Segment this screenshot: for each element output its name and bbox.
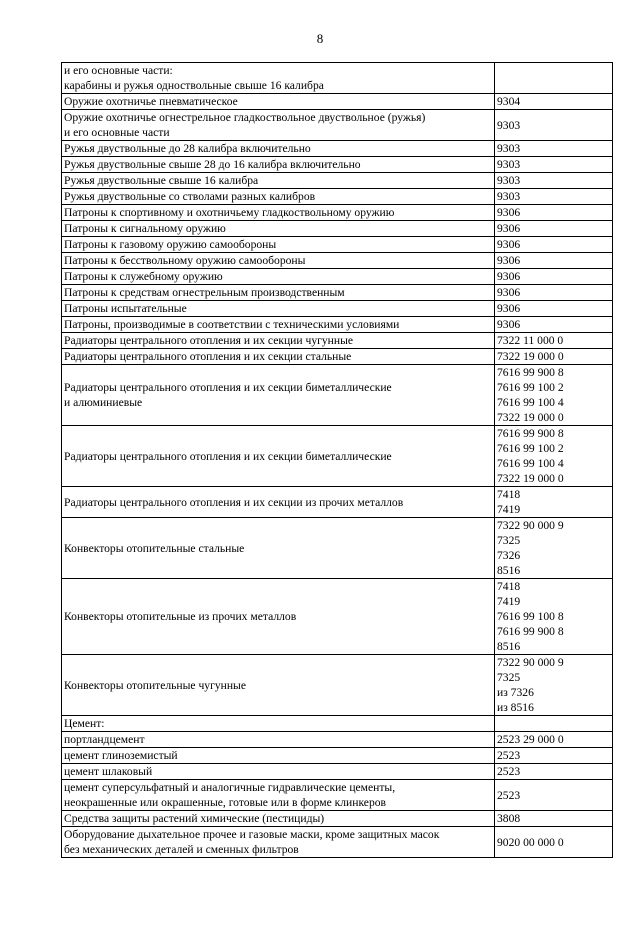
- tn-ved-code: 7322 90 000 9: [497, 519, 564, 532]
- product-name-line: без механических деталей и сменных фильтров: [64, 843, 299, 856]
- table-row: [62, 301, 613, 317]
- tn-ved-code: 9306: [497, 222, 521, 235]
- tn-ved-code: 3808: [497, 812, 521, 825]
- table-row: [62, 173, 613, 189]
- tn-ved-code-cell: [495, 426, 613, 487]
- product-name-line: Патроны к газовому оружию самообороны: [64, 238, 277, 251]
- table-row: [62, 269, 613, 285]
- product-name-cell: [62, 748, 495, 764]
- tn-ved-code-cell: [495, 579, 613, 655]
- table-row: [62, 317, 613, 333]
- product-name-cell: [62, 426, 495, 487]
- product-name-line: Оружие охотничье огнестрельное гладкоствольное двуствольное (ружья): [64, 111, 426, 124]
- tn-ved-code-cell: [495, 141, 613, 157]
- product-name-line: Ружья двуствольные свыше 28 до 16 калибра включительно: [64, 158, 361, 171]
- product-name-cell: [62, 349, 495, 365]
- tn-ved-code: 7325: [497, 671, 521, 684]
- tn-ved-code: 9303: [497, 190, 521, 203]
- table-row: [62, 655, 613, 716]
- product-name-cell: [62, 237, 495, 253]
- tn-ved-code-cell: [495, 655, 613, 716]
- tn-ved-code: 7419: [497, 503, 521, 516]
- tn-ved-code-cell: [495, 333, 613, 349]
- product-name-cell: [62, 141, 495, 157]
- table-row: [62, 732, 613, 748]
- tn-ved-code: 7322 90 000 9: [497, 656, 564, 669]
- product-name-line: цемент суперсульфатный и аналогичные гидравлические цементы,: [64, 781, 396, 794]
- product-name-cell: [62, 269, 495, 285]
- product-name-line: цемент глиноземистый: [64, 749, 178, 762]
- tn-ved-code: 9306: [497, 206, 521, 219]
- tn-ved-code: 7418: [497, 488, 521, 501]
- tn-ved-code: 9303: [497, 158, 521, 171]
- product-name-line: Ружья двуствольные со стволами разных калибров: [64, 190, 316, 203]
- table-row: [62, 141, 613, 157]
- product-name-cell: [62, 157, 495, 173]
- product-name-line: Ружья двуствольные до 28 калибра включительно: [64, 142, 311, 155]
- tn-ved-code-cell: [495, 780, 613, 811]
- product-name-line: Конвекторы отопительные чугунные: [64, 678, 246, 692]
- tn-ved-code: 7616 99 100 2: [497, 381, 564, 394]
- table-row: [62, 157, 613, 173]
- tn-ved-code: 7326: [497, 549, 521, 562]
- table-row: [62, 518, 613, 579]
- tn-ved-code: 9306: [497, 254, 521, 267]
- tn-ved-code-cell: [495, 173, 613, 189]
- tn-ved-code: 7616 99 100 2: [497, 442, 564, 455]
- table-row: [62, 365, 613, 426]
- product-name-line: Патроны к средствам огнестрельным производственным: [64, 286, 345, 299]
- tn-ved-code-cell: [495, 63, 613, 94]
- product-name-line: Конвекторы отопительные из прочих металлов: [64, 610, 297, 623]
- product-name-cell: [62, 780, 495, 811]
- tn-ved-code: 2523: [497, 765, 521, 778]
- tn-ved-code: 7616 99 100 4: [497, 396, 564, 409]
- tn-ved-code-cell: [495, 827, 613, 858]
- tn-ved-code-cell: [495, 94, 613, 110]
- product-name-cell: [62, 301, 495, 317]
- tn-ved-code: 9306: [497, 318, 521, 331]
- product-name-cell: [62, 317, 495, 333]
- table-row: [62, 579, 613, 655]
- tn-ved-code-cell: [495, 716, 613, 732]
- table-row: [62, 748, 613, 764]
- table-row: [62, 426, 613, 487]
- tn-ved-code: 2523: [497, 788, 521, 802]
- table-row: [62, 237, 613, 253]
- table-row: [62, 716, 613, 732]
- product-name-line: Радиаторы центрального отопления и их секции чугунные: [64, 334, 354, 347]
- tn-ved-code: 9304: [497, 95, 521, 108]
- table-row: [62, 764, 613, 780]
- product-name-cell: [62, 205, 495, 221]
- tn-ved-code: 9020 00 000 0: [497, 835, 564, 849]
- product-name-cell: [62, 189, 495, 205]
- tn-ved-code: из 8516: [497, 701, 534, 714]
- tn-ved-code-cell: [495, 748, 613, 764]
- product-name-cell: [62, 63, 495, 94]
- tn-ved-code-cell: [495, 518, 613, 579]
- tn-ved-code: 7325: [497, 534, 521, 547]
- tn-ved-code-cell: [495, 732, 613, 748]
- product-name-line: неокрашенные или окрашенные, готовые или в форме клинкеров: [64, 796, 387, 809]
- product-name-line: и его основные части: [64, 126, 170, 139]
- table-row: [62, 811, 613, 827]
- product-name-cell: [62, 94, 495, 110]
- tn-ved-code-cell: [495, 811, 613, 827]
- tn-ved-code: 8516: [497, 640, 521, 653]
- product-name-line: карабины и ружья одноствольные свыше 16 калибра: [64, 79, 324, 92]
- product-name-line: Ружья двуствольные свыше 16 калибра: [64, 174, 259, 187]
- tn-ved-code-cell: [495, 110, 613, 141]
- product-name-cell: [62, 253, 495, 269]
- table-row: [62, 94, 613, 110]
- tn-ved-code: 7322 19 000 0: [497, 350, 564, 363]
- tn-ved-code-cell: [495, 157, 613, 173]
- table-row: [62, 349, 613, 365]
- tn-ved-code-cell: [495, 349, 613, 365]
- table-row: [62, 827, 613, 858]
- table-body: [62, 63, 613, 858]
- product-name-line: Патроны к бесствольному оружию самообороны: [64, 254, 306, 267]
- tn-ved-code: [497, 716, 610, 731]
- tn-ved-code: 9306: [497, 238, 521, 251]
- table-row: [62, 205, 613, 221]
- product-name-line: Радиаторы центрального отопления и их секции биметаллические: [64, 381, 392, 394]
- tn-ved-code: 9303: [497, 142, 521, 155]
- tn-ved-code: 7418: [497, 580, 521, 593]
- product-name-cell: [62, 811, 495, 827]
- tn-ved-code-cell: [495, 269, 613, 285]
- table-row: [62, 253, 613, 269]
- table-row: [62, 285, 613, 301]
- product-name-cell: [62, 487, 495, 518]
- product-name-line: портландцемент: [64, 733, 145, 746]
- tn-ved-code: из 7326: [497, 686, 534, 699]
- product-name-line: Патроны, производимые в соответствии с техническими условиями: [64, 318, 400, 331]
- tn-ved-code-cell: [495, 237, 613, 253]
- product-name-line: и алюминиевые: [64, 396, 143, 409]
- tn-ved-code: 7616 99 100 4: [497, 457, 564, 470]
- tn-ved-code-cell: [495, 189, 613, 205]
- product-name-line: цемент шлаковый: [64, 765, 153, 778]
- tn-ved-code-cell: [495, 205, 613, 221]
- product-name-cell: [62, 655, 495, 716]
- product-name-cell: [62, 110, 495, 141]
- product-name-cell: [62, 579, 495, 655]
- product-name-line: Радиаторы центрального отопления и их секции стальные: [64, 350, 352, 363]
- tn-ved-code-cell: [495, 285, 613, 301]
- product-name-line: Патроны к сигнальному оружию: [64, 222, 226, 235]
- product-name-line: Патроны испытательные: [64, 302, 187, 315]
- classification-table: [61, 62, 613, 858]
- tn-ved-code: 9306: [497, 302, 521, 315]
- product-name-line: Радиаторы центрального отопления и их секции биметаллические: [64, 449, 392, 463]
- tn-ved-code: 7322 19 000 0: [497, 472, 564, 485]
- product-name-line: Патроны к спортивному и охотничьему гладкоствольному оружию: [64, 206, 395, 219]
- tn-ved-code: 9306: [497, 270, 521, 283]
- tn-ved-code: 9306: [497, 286, 521, 299]
- product-name-line: и его основные части:: [64, 64, 173, 77]
- tn-ved-code-cell: [495, 317, 613, 333]
- tn-ved-code: 7616 99 100 8: [497, 610, 564, 623]
- tn-ved-code-cell: [495, 365, 613, 426]
- product-name-cell: [62, 221, 495, 237]
- tn-ved-code: 9303: [497, 118, 521, 132]
- product-name-line: Оружие охотничье пневматическое: [64, 95, 238, 108]
- tn-ved-code-cell: [495, 253, 613, 269]
- table-row: [62, 189, 613, 205]
- table-row: [62, 487, 613, 518]
- product-name-cell: [62, 333, 495, 349]
- tn-ved-code: [497, 71, 610, 86]
- table-row: [62, 333, 613, 349]
- tn-ved-code-cell: [495, 221, 613, 237]
- tn-ved-code: 7322 11 000 0: [497, 334, 564, 347]
- tn-ved-code: 7616 99 900 8: [497, 366, 564, 379]
- table-row: [62, 221, 613, 237]
- tn-ved-code: 9303: [497, 174, 521, 187]
- product-name-cell: [62, 285, 495, 301]
- product-name-line: Цемент:: [64, 717, 105, 730]
- table-row: [62, 780, 613, 811]
- table-row: [62, 63, 613, 94]
- page-number: 8: [316, 31, 324, 46]
- table-row: [62, 110, 613, 141]
- product-name-line: Оборудование дыхательное прочее и газовые маски, кроме защитных масок: [64, 828, 440, 841]
- product-name-cell: [62, 365, 495, 426]
- product-name-cell: [62, 764, 495, 780]
- product-name-line: Патроны к служебному оружию: [64, 270, 223, 283]
- tn-ved-code: 7616 99 900 8: [497, 625, 564, 638]
- tn-ved-code: 2523 29 000 0: [497, 733, 564, 746]
- product-name-line: Средства защиты растений химические (пестициды): [64, 812, 325, 825]
- product-name-line: Конвекторы отопительные стальные: [64, 541, 245, 555]
- product-name-cell: [62, 732, 495, 748]
- tn-ved-code: 7616 99 900 8: [497, 427, 564, 440]
- product-name-cell: [62, 518, 495, 579]
- tn-ved-code-cell: [495, 487, 613, 518]
- tn-ved-code: 8516: [497, 564, 521, 577]
- tn-ved-code-cell: [495, 301, 613, 317]
- product-name-cell: [62, 827, 495, 858]
- tn-ved-code: 7322 19 000 0: [497, 411, 564, 424]
- product-name-cell: [62, 173, 495, 189]
- tn-ved-code: 2523: [497, 749, 521, 762]
- product-name-cell: [62, 716, 495, 732]
- product-name-line: Радиаторы центрального отопления и их секции из прочих металлов: [64, 495, 404, 509]
- tn-ved-code-cell: [495, 764, 613, 780]
- tn-ved-code: 7419: [497, 595, 521, 608]
